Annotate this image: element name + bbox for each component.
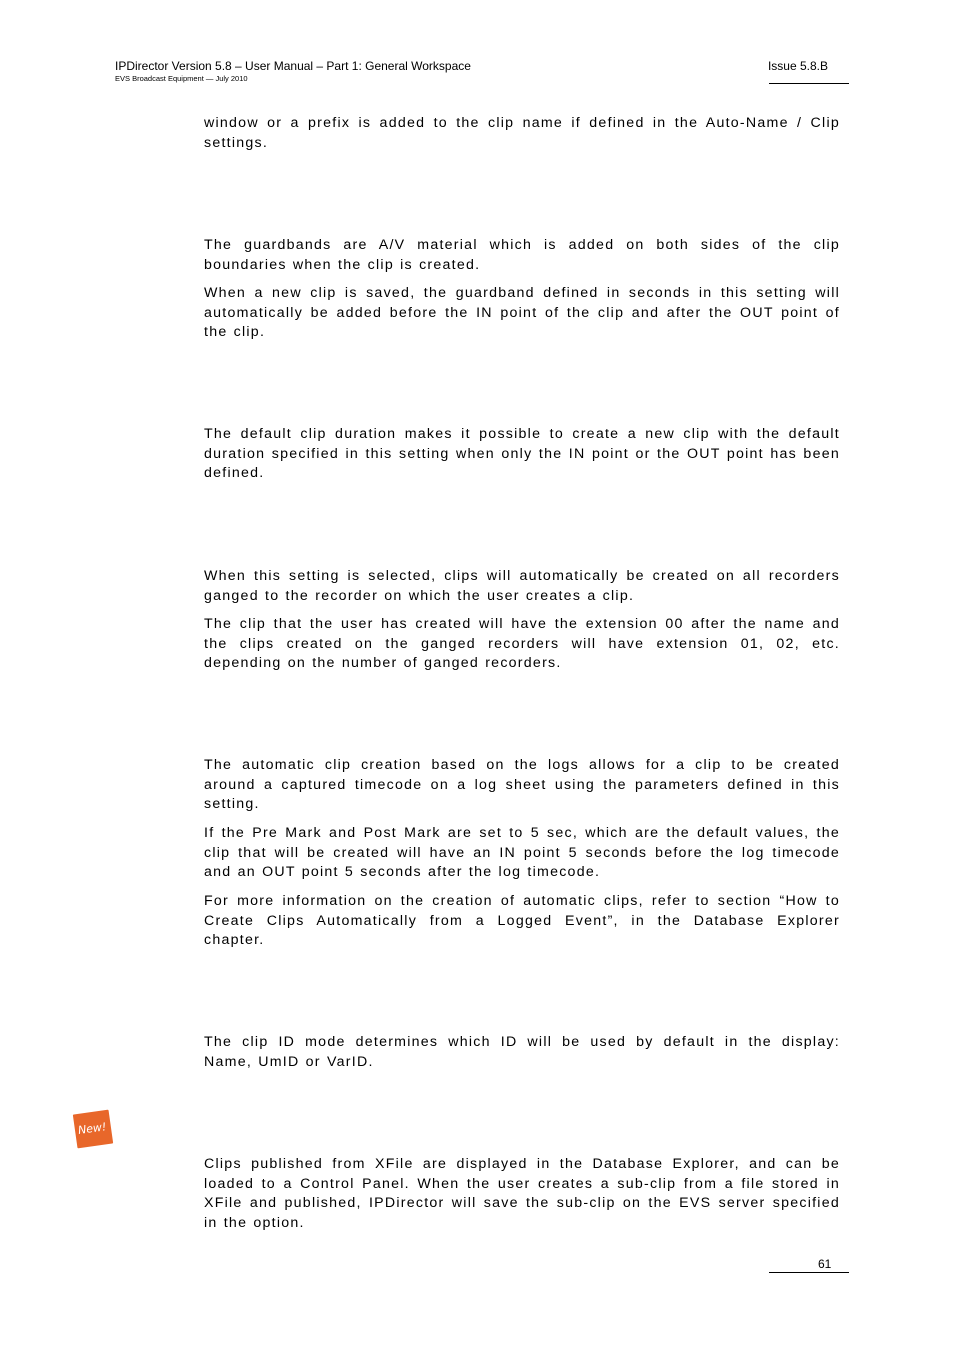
paragraph: For more information on the creation of automatic clips, refer to section “How to Create Clips Automatically from a Logged Event”, in the Database Explorer chapter. bbox=[204, 893, 840, 949]
header-issue: Issue 5.8.B bbox=[767, 59, 828, 73]
header-subtitle: EVS Broadcast Equipment — July 2010 bbox=[115, 74, 248, 83]
new-feature-icon bbox=[73, 1110, 113, 1149]
paragraph: window or a prefix is added to the clip name if defined in the Auto-Name / Clip settings. bbox=[204, 115, 840, 151]
paragraph: The default clip duration makes it possible to create a new clip with the default duration specified in this setting when only the IN point or the OUT point has been defined. bbox=[204, 426, 840, 482]
paragraph: The automatic clip creation based on the logs allows for a clip to be created around a captured timecode on a log sheet using the parameters defined in this setting. bbox=[204, 757, 840, 813]
page-number: 61 bbox=[818, 1257, 832, 1271]
header-rule bbox=[769, 83, 849, 84]
paragraph: If the Pre Mark and Post Mark are set to 5 sec, which are the default values, the clip that will be created will have an IN point 5 seconds before the log timecode and an OUT point 5 seconds after the log timecode. bbox=[204, 825, 840, 881]
paragraph: Clips published from XFile are displayed in the Database Explorer, and can be loaded to a Control Panel. When the user creates a sub-clip from a file stored in XFile and published, IPDirector will save the sub-clip on the EVS server specified in the option. bbox=[204, 1156, 840, 1231]
footer-rule bbox=[769, 1272, 849, 1273]
paragraph: When this setting is selected, clips will automatically be created on all recorders ganged to the recorder on which the user creates a clip. bbox=[204, 568, 840, 604]
new-badge-label: New! bbox=[77, 1120, 108, 1138]
header-title: IPDirector Version 5.8 – User Manual – Part 1: General Workspace bbox=[115, 59, 471, 73]
paragraph: The guardbands are A/V material which is added on both sides of the clip boundaries when the clip is created. bbox=[204, 237, 840, 273]
paragraph: The clip that the user has created will have the extension 00 after the name and the clips created on the ganged recorders will have extension 01, 02, etc. depending on the number of ganged recorders. bbox=[204, 616, 840, 672]
paragraph: When a new clip is saved, the guardband defined in seconds in this setting will automatically be added before the IN point of the clip and after the OUT point of the clip. bbox=[204, 285, 840, 341]
paragraph: The clip ID mode determines which ID will be used by default in the display: Name, UmID or VarID. bbox=[204, 1034, 840, 1070]
